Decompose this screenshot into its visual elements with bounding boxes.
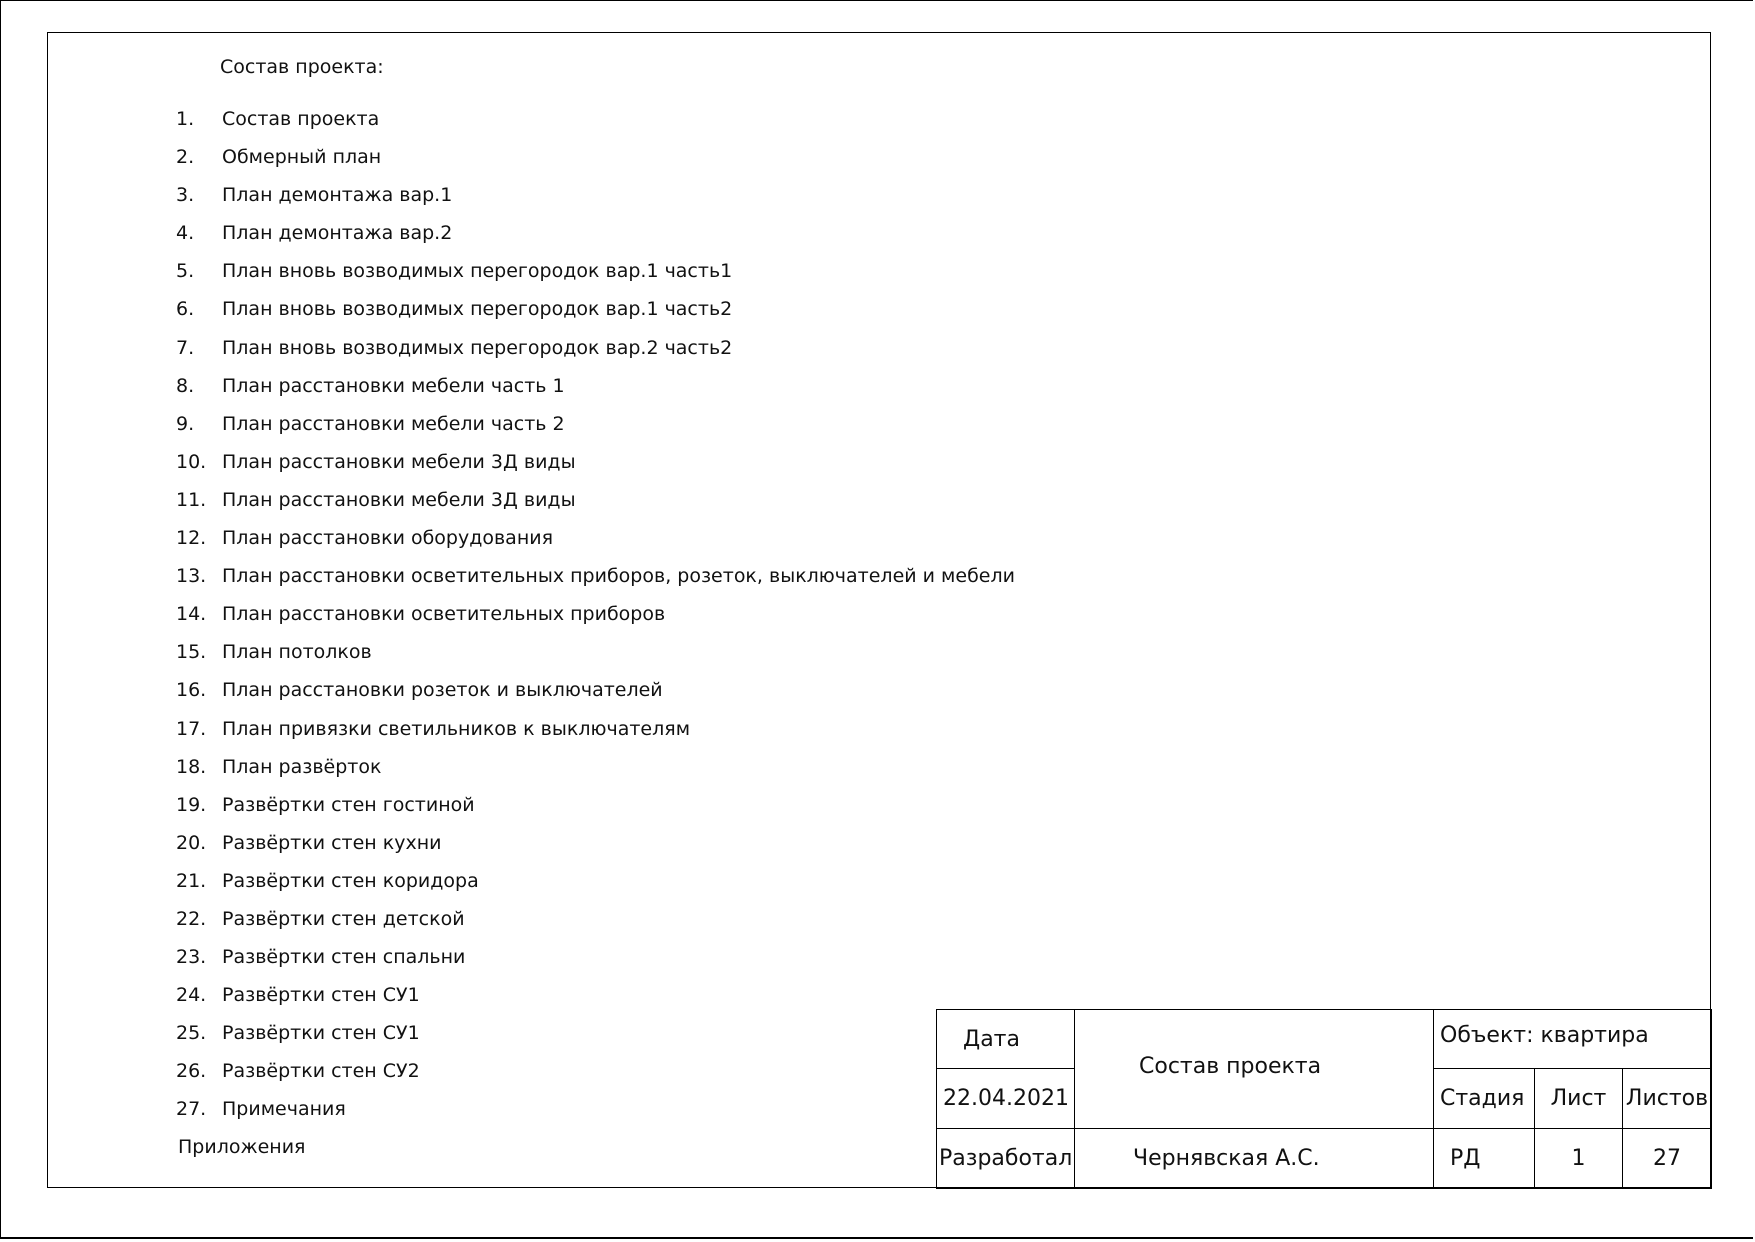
list-item-number: 16. — [176, 679, 207, 702]
list-item — [176, 753, 1015, 791]
list-heading: Состав проекта: — [220, 56, 384, 78]
list-item-title: Развёртки стен СУ2 — [222, 1060, 420, 1083]
list-item — [176, 105, 1015, 143]
list-item-title: Развёртки стен СУ1 — [222, 984, 420, 1007]
list-item-title: План расстановки осветительных приборов — [222, 603, 666, 626]
list-item — [176, 1019, 1015, 1057]
list-item — [176, 943, 1015, 981]
title-block — [936, 1009, 1712, 1189]
contents-list — [176, 105, 1015, 1134]
list-item-number: 5. — [176, 260, 195, 283]
list-item-number: 26. — [176, 1060, 207, 1083]
list-item-title: Развёртки стен коридора — [222, 869, 479, 892]
list-item — [176, 257, 1015, 295]
date-value: 22.04.2021 — [937, 1069, 1075, 1129]
list-item — [176, 524, 1015, 562]
list-item-title: План вновь возводимых перегородок вар.1 часть2 — [222, 298, 733, 321]
list-item-title: План расстановки осветительных приборов, розеток, выключателей и мебели — [222, 565, 1015, 588]
list-item-title: План расстановки розеток и выключателей — [222, 679, 663, 702]
stage-value: РД — [1434, 1129, 1535, 1189]
list-item-number: 17. — [176, 717, 207, 740]
list-item-title: Развёртки стен детской — [222, 907, 465, 930]
list-item-title: План расстановки мебели 3Д виды — [222, 488, 576, 511]
list-item-number: 21. — [176, 869, 207, 892]
list-item — [176, 791, 1015, 829]
list-item — [176, 905, 1015, 943]
list-item-title: Состав проекта — [222, 108, 380, 130]
list-item-number: 22. — [176, 907, 207, 930]
list-item — [176, 638, 1015, 676]
sheet-title: Состав проекта — [1075, 1010, 1434, 1129]
object-name: Объект: квартира — [1434, 1010, 1712, 1069]
list-item-title: Развёртки стен СУ1 — [222, 1022, 420, 1045]
list-item-number: 6. — [176, 298, 195, 321]
sheets-label: Листов — [1623, 1069, 1712, 1129]
sheet-value: 1 — [1535, 1129, 1623, 1189]
list-item-number: 12. — [176, 527, 207, 550]
list-item-number: 4. — [176, 222, 195, 245]
list-item-title: Развёртки стен гостиной — [222, 793, 475, 816]
list-item — [176, 1095, 1015, 1133]
list-item-title: План вновь возводимых перегородок вар.2 часть2 — [222, 336, 733, 359]
list-item — [176, 143, 1015, 181]
list-item-number: 3. — [176, 184, 195, 207]
list-item — [176, 981, 1015, 1019]
list-item-number: 23. — [176, 946, 207, 969]
list-item — [176, 334, 1015, 372]
list-item-number: 25. — [176, 1022, 207, 1045]
list-item-title: План вновь возводимых перегородок вар.1 часть1 — [222, 260, 733, 283]
list-item-number: 9. — [176, 412, 195, 435]
list-item — [176, 448, 1015, 486]
list-item-title: Развёртки стен кухни — [222, 831, 442, 854]
list-item-number: 15. — [176, 641, 207, 664]
list-item-number: 24. — [176, 984, 207, 1007]
sheets-value: 27 — [1623, 1129, 1712, 1189]
list-item-number: 19. — [176, 793, 207, 816]
list-item — [176, 410, 1015, 448]
list-item — [176, 219, 1015, 257]
list-item-title: План расстановки мебели 3Д виды — [222, 450, 576, 473]
sheet-label: Лист — [1535, 1069, 1623, 1129]
list-item-number: 14. — [176, 603, 207, 626]
list-item-number: 13. — [176, 565, 207, 588]
list-item-title: Примечания — [222, 1098, 346, 1121]
list-item-number: 20. — [176, 831, 207, 854]
list-item — [176, 715, 1015, 753]
list-item-title: План привязки светильников к выключателям — [222, 717, 691, 740]
list-item — [176, 676, 1015, 714]
list-item — [176, 1057, 1015, 1095]
list-item-number: 2. — [176, 146, 195, 169]
list-item — [176, 562, 1015, 600]
list-item-title: Развёртки стен спальни — [222, 946, 466, 969]
list-item — [176, 486, 1015, 524]
list-item-number: 18. — [176, 755, 207, 778]
list-item-title: План расстановки мебели часть 1 — [222, 374, 565, 397]
developer-name: Чернявская А.С. — [1075, 1129, 1434, 1189]
list-item-number: 8. — [176, 374, 195, 397]
list-item — [176, 295, 1015, 333]
list-item-title: План демонтажа вар.2 — [222, 222, 453, 245]
list-item — [176, 829, 1015, 867]
list-item — [176, 372, 1015, 410]
date-label: Дата — [937, 1010, 1075, 1069]
stage-label: Стадия — [1434, 1069, 1535, 1129]
list-item-number: 27. — [176, 1098, 207, 1121]
list-item-title: План потолков — [222, 641, 372, 664]
list-item-title: План демонтажа вар.1 — [222, 184, 453, 207]
list-item — [176, 867, 1015, 905]
list-item — [176, 181, 1015, 219]
list-item-title: Обмерный план — [222, 146, 382, 169]
list-item-number: 10. — [176, 450, 207, 473]
list-item-title: План расстановки оборудования — [222, 527, 554, 550]
list-item — [176, 600, 1015, 638]
developer-label: Разработал — [937, 1129, 1075, 1189]
list-item-number: 1. — [176, 108, 195, 130]
appendix-label: Приложения — [178, 1136, 306, 1158]
list-item-title: План развёрток — [222, 755, 382, 778]
list-item-number: 7. — [176, 336, 195, 359]
list-item-number: 11. — [176, 488, 207, 511]
list-item-title: План расстановки мебели часть 2 — [222, 412, 565, 435]
